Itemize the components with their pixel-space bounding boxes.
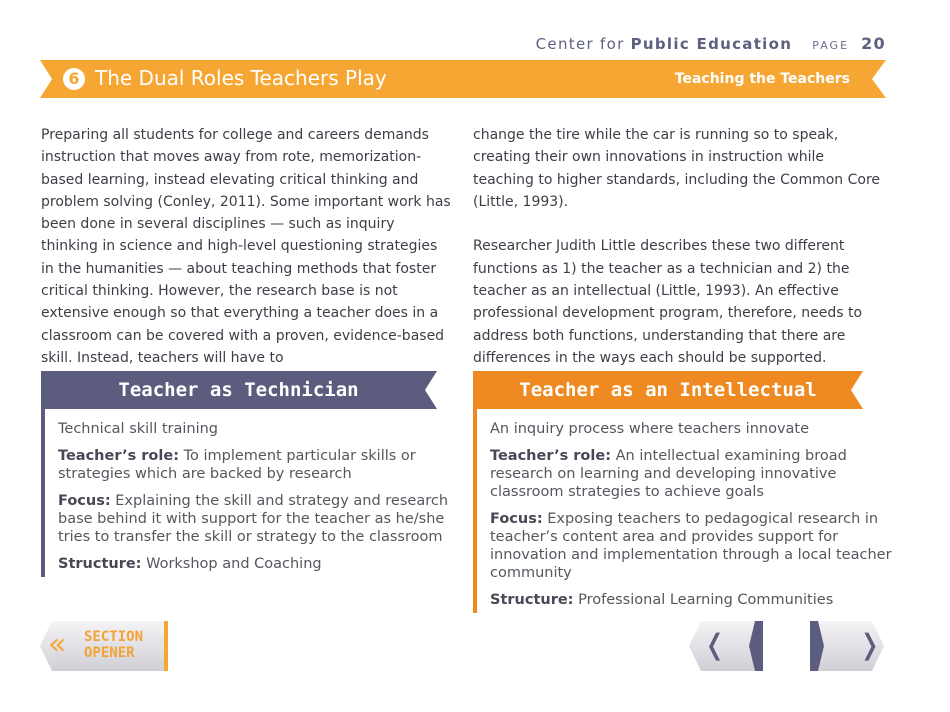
technician-summary: Technical skill training xyxy=(58,421,219,437)
body-paragraph: Preparing all students for college and careers demands instruction that moves away from rote, memorization-based learning, instead elevating critical thinking and problem solving (Conley, 2011). Some important work has been done in several disciplines — such as inquiry thinking in science and high-level questioning strategies in the humanities — about teaching methods that foster critical thinking. However, the research base is not extensive enough so that everything a teacher does in a classroom can be covered with a proven, evidence-based skill. Instead, teachers will have to xyxy=(41,127,451,366)
next-page-button[interactable] xyxy=(810,621,884,671)
intellectual-focus xyxy=(490,510,913,582)
intellectual-heading-bar xyxy=(473,371,913,409)
section-subtitle: Teaching the Teachers xyxy=(674,71,850,87)
role-text: To implement particular skills or strategies which are backed by research xyxy=(58,448,416,482)
body-column-right xyxy=(473,124,885,369)
focus-label: Focus: xyxy=(490,511,543,527)
section-banner xyxy=(40,60,886,98)
technician-focus xyxy=(58,492,481,546)
opener-line-2: OPENER xyxy=(84,645,135,661)
org-prefix: Center for xyxy=(535,35,625,53)
org-header xyxy=(536,34,886,53)
technician-role xyxy=(58,447,481,483)
page-label: PAGE xyxy=(812,39,850,52)
section-title: The Dual Roles Teachers Play xyxy=(95,66,387,90)
intellectual-body xyxy=(473,409,913,613)
technician-body xyxy=(41,409,481,577)
chevron-left-icon: ❬ xyxy=(703,628,727,661)
intellectual-heading: Teacher as an Intellectual xyxy=(519,379,817,401)
section-opener-button[interactable] xyxy=(40,621,170,671)
intellectual-box xyxy=(473,371,913,613)
role-text: An intellectual examining broad research on learning and developing innovative classroom strategies to achieve goals xyxy=(490,448,847,500)
intellectual-summary: An inquiry process where teachers innovate xyxy=(490,421,810,437)
focus-label: Focus: xyxy=(58,493,111,509)
body-paragraph: Researcher Judith Little describes these two different functions as 1) the teacher as a technician and 2) the teacher as an intellectual (Little, 1993). An effective professional development program, therefore, needs to address both functions, understanding that there are differences in the ways each should be supported. xyxy=(473,238,863,366)
section-number-badge: 6 xyxy=(63,68,85,90)
opener-line-1: SECTION xyxy=(84,629,144,645)
structure-label: Structure: xyxy=(58,556,142,572)
structure-text: Professional Learning Communities xyxy=(578,592,834,608)
intellectual-structure xyxy=(490,591,913,609)
body-paragraph: change the tire while the car is running so to speak, creating their own innovations in instruction while teaching to higher standards, including the Common Core (Little, 1993). xyxy=(473,127,881,210)
role-label: Teacher’s role: xyxy=(58,448,179,464)
opener-label xyxy=(84,629,143,661)
structure-text: Workshop and Coaching xyxy=(146,556,322,572)
technician-box xyxy=(41,371,481,577)
intellectual-role xyxy=(490,447,913,501)
chevron-right-icon: ❭ xyxy=(858,628,882,661)
focus-text: Exposing teachers to pedagogical research in teacher’s content area and provides support for innovation and implementation through a local teacher community xyxy=(490,511,892,581)
org-name: Public Education xyxy=(630,35,793,53)
double-chevron-left-icon: « xyxy=(48,627,67,662)
role-label: Teacher’s role: xyxy=(490,448,611,464)
structure-label: Structure: xyxy=(490,592,574,608)
technician-structure xyxy=(58,555,481,573)
body-column-left xyxy=(41,124,453,369)
previous-page-button[interactable] xyxy=(689,621,763,671)
page-number: 20 xyxy=(861,34,886,53)
technician-heading-bar xyxy=(41,371,481,409)
focus-text: Explaining the skill and strategy and research base behind it with support for the teacher as he/she tries to transfer the skill or strategy to the classroom xyxy=(58,493,449,545)
technician-heading: Teacher as Technician xyxy=(118,379,359,401)
